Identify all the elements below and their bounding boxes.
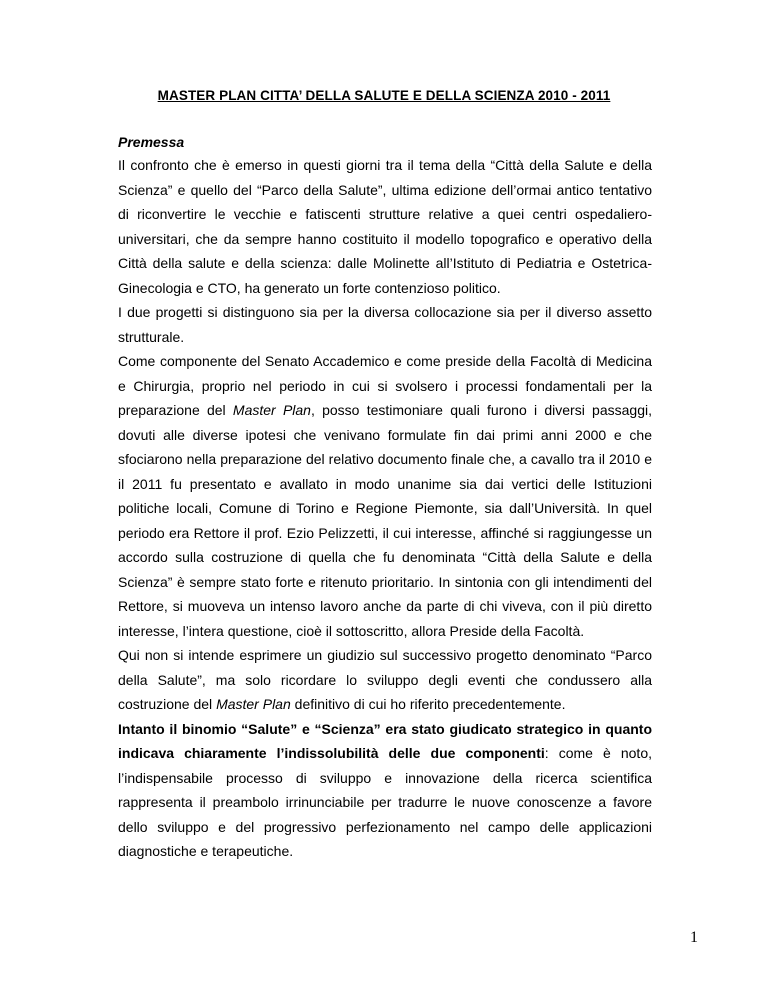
paragraph-4-text-b: definitivo di cui ho riferito precedentemente. bbox=[290, 696, 566, 712]
paragraph-5-bold: Intanto il binomio “Salute” e “Scienza” era stato giudicato strategico in quanto indicava chiaramente l’indissolubilità delle due componenti bbox=[118, 720, 652, 761]
paragraph-3-text-b: , posso testimoniare quali furono i diversi passaggi, dovuti alle diverse ipotesi che venivano formulate fin dai primi anni 2000 e che sfociarono nella preparazione del relativo documento finale che, a cavallo tra il 2010 e il 2011 fu presentato e avallato in modo unanime sia dai vertici delle Istituzioni politiche locali, Comune di Torino e Regione Piemonte, sia dall’Università. In quel periodo era Rettore il prof. Ezio Pelizzetti, il cui interesse, affinché si raggiungesse un accordo sulla costruzione di quella che fu denominata “Città della Salute e della Scienza” è sempre stato forte e ritenuto prioritario. In sintonia con gli intendimenti del Rettore, si muoveva un intenso lavoro anche da parte di chi viveva, con il più diretto interesse, l’intera questione, cioè il sottoscritto, allora Preside della Facoltà. bbox=[118, 402, 652, 639]
master-plan-emphasis: Master Plan bbox=[232, 402, 311, 418]
paragraph-4-text-a: Qui non si intende esprimere un giudizio sul successivo progetto denominato “Parco della Salute”, ma solo ricordare lo sviluppo degli eventi che condussero alla costruzione del bbox=[118, 647, 652, 712]
paragraph-4 bbox=[118, 643, 652, 717]
paragraph-2: I due progetti si distinguono sia per la diversa collocazione sia per il diverso assetto strutturale. bbox=[118, 304, 652, 345]
paragraph-5-text: : come è noto, l’indispensabile processo di sviluppo e innovazione della ricerca scientifica rappresenta il preambolo irrinunciabile per tradurre le nuove conoscenze a favore dello sviluppo e del progressivo perfezionamento nel campo delle applicazioni diagnostiche e terapeutiche. bbox=[118, 745, 652, 859]
body-text bbox=[118, 153, 652, 864]
section-heading: Premessa bbox=[118, 134, 185, 150]
paragraph-5 bbox=[118, 717, 652, 864]
master-plan-emphasis: Master Plan bbox=[216, 696, 291, 712]
page-number: 1 bbox=[690, 929, 698, 946]
paragraph-3-text-a: Come componente del Senato Accademico e come preside della Facoltà di Medicina e Chirurgia, proprio nel periodo in cui si svolsero i processi fondamentali per la preparazione del bbox=[118, 353, 652, 418]
page-title: MASTER PLAN CITTA’ DELLA SALUTE E DELLA SCIENZA 2010 - 2011 bbox=[157, 88, 611, 103]
paragraph-3 bbox=[118, 349, 652, 643]
paragraph-1: Il confronto che è emerso in questi giorni tra il tema della “Città della Salute e della Scienza” e quello del “Parco della Salute”, ultima edizione dell’ormai antico tentativo di riconvertire le vecchie e fatiscenti strutture relative a quei centri ospedaliero-universitari, che da sempre hanno costituito il modello topografico e operativo della Città della salute e della scienza: dalle Molinette all’Istituto di Pediatria e Ostetrica-Ginecologia e CTO, ha generato un forte contenzioso politico. bbox=[118, 157, 652, 296]
